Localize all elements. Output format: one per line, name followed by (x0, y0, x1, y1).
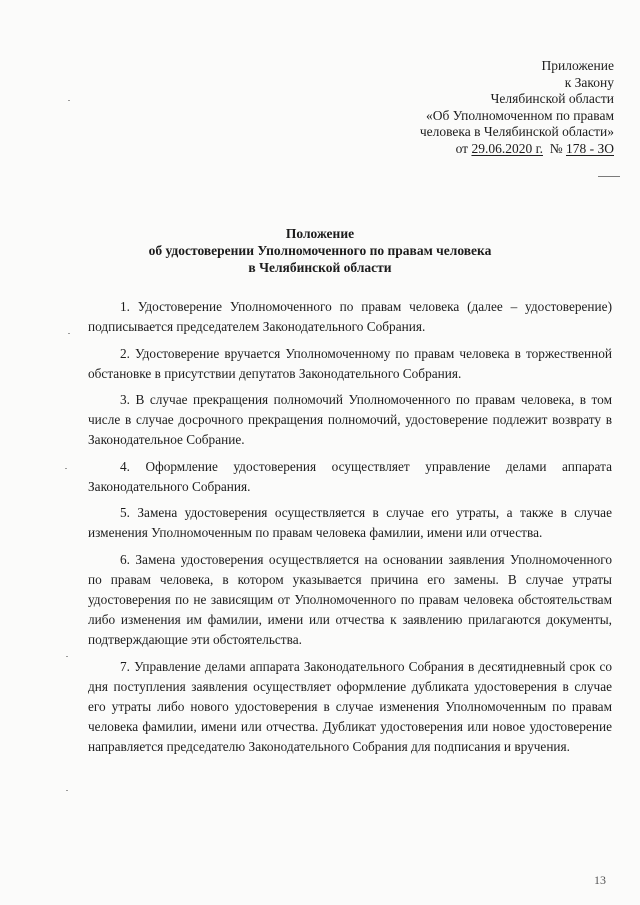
law-number: 178 - ЗО (565, 140, 614, 156)
title-line: об удостоверении Уполномоченного по правам человека (148, 243, 492, 258)
appendix-header (420, 58, 614, 158)
paragraph-4: 4. Оформление удостоверения осуществляет управление делами аппарата Законодательного Собрания. (88, 458, 612, 494)
appendix-line: Челябинской области (490, 91, 614, 107)
scan-speck (68, 333, 70, 334)
page-number: 13 (594, 873, 606, 887)
law-date: 29.06.2020 г. (471, 140, 543, 156)
number-prefix: № (549, 140, 563, 156)
date-prefix: от (455, 140, 469, 156)
scan-speck (66, 790, 68, 791)
document-title (0, 225, 640, 276)
paragraph-1: 1. Удостоверение Уполномоченного по правам человека (далее – удостоверение) подписывается председателем Законодательного Собрания. (88, 299, 612, 334)
paragraph-7: 7. Управление делами аппарата Законодательного Собрания в десятидневный срок со дня поступления заявления осуществляет оформление дубликата удостоверения в случае его утраты либо нового удостоверения в случае изменения Уполномоченным по правам человека фамилии, имени или отчества. Дубликат удостоверения или новое удостоверение направляется председателю Законодательного Собрания для подписания и вручения. (88, 658, 612, 754)
title-line: Положение (285, 226, 355, 241)
scan-speck (68, 100, 70, 101)
scan-speck (66, 656, 68, 657)
appendix-line: «Об Уполномоченном по правам (426, 107, 614, 123)
document-body (88, 297, 612, 763)
scan-speck (65, 468, 67, 469)
paragraph-3: 3. В случае прекращения полномочий Уполномоченного по правам человека, в том числе в случае досрочного прекращения полномочий, удостоверение подлежит возврату в Законодательное Собрание. (88, 392, 612, 448)
paragraph-5: 5. Замена удостоверения осуществляется в случае его утраты, а также в случае изменения Уполномоченным по правам человека фамилии, имени или отчества. (88, 505, 612, 541)
appendix-line: человека в Челябинской области» (419, 124, 614, 140)
appendix-line: Приложение (541, 58, 614, 73)
appendix-line: к Закону (564, 74, 614, 90)
title-line: в Челябинской области (248, 260, 392, 275)
scan-mark (598, 176, 620, 177)
appendix-date-line (420, 141, 614, 158)
paragraph-2: 2. Удостоверение вручается Уполномоченному по правам человека в торжественной обстановке в присутствии депутатов Законодательного Собрания. (88, 345, 612, 381)
paragraph-6: 6. Замена удостоверения осуществляется на основании заявления Уполномоченного по правам человека, в котором указывается причина его замены. В случае утраты удостоверения по не зависящим от Уполномоченного по правам человека обстоятельствам либо изменения им фамилии, имени или отчества к заявлению прилагаются документы, подтверждающие эти обстоятельства. (88, 551, 612, 647)
